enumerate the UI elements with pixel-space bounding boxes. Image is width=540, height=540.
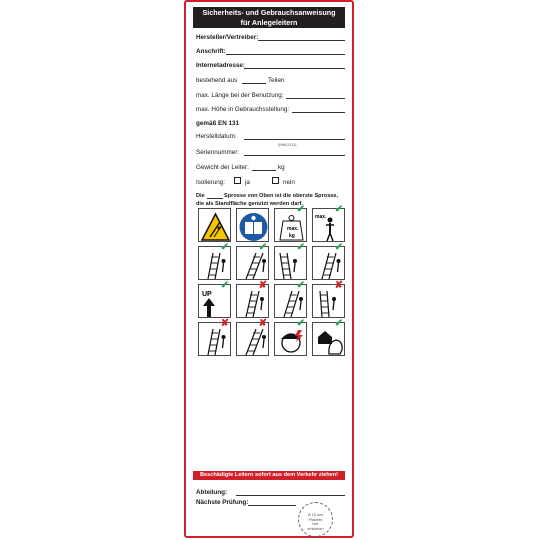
check-mark-icon: ✔ [334,204,343,215]
insulation-label: Isolierung: [196,179,226,186]
inspection-seal-area [298,502,333,537]
address-label: Anschrift: [196,48,226,55]
electrical-hazard-icon [276,326,307,361]
check-mark-icon: ✔ [296,280,305,291]
pictogram-cell [236,208,269,242]
parts-label: Teilen [268,77,285,84]
rung-text-end: die als Standfläche genutzt werden darf. [196,201,303,207]
damaged-ladder-warning: Beschädigte Leitern sofort aus dem Verkehr ziehen! [193,471,345,480]
pictogram-cell [236,242,269,280]
insulation-no-checkbox[interactable] [272,177,279,184]
weight-line [252,170,276,171]
manufacturer-line [258,40,345,41]
weight-unit: kg [278,164,285,171]
pictogram-cell [236,280,269,318]
rung-number-line [207,198,223,199]
max-height-label: max. Höhe in Gebrauchsstellung: [196,106,290,113]
consists-of-label: bestehend aus [196,77,238,84]
seal-size: Ø 15 mm [307,513,324,517]
pictogram-cell [274,242,307,280]
standard-label: gemäß EN 131 [196,120,240,127]
ladder-storage-icon [314,326,345,361]
cross-mark-icon: ✘ [334,280,343,291]
pictogram-cell [312,242,345,280]
address-line [226,54,345,55]
web-label: Internetadresse: [196,62,245,69]
pictogram-cell [312,280,345,318]
cross-mark-icon: ✘ [220,318,229,329]
label-title-line2: für Anlegeleitern [240,17,298,27]
insulation-yes-label: ja [245,179,250,186]
next-inspection-line [248,505,296,506]
cross-mark-icon: ✘ [258,318,267,329]
next-inspection-label: Nächste Prüfung: [196,499,249,506]
rung-text-start: Die [196,193,205,199]
pictogram-cell [312,318,345,356]
date-hint: (MM/JJJJ) [278,142,297,147]
max-height-line [292,112,345,113]
svg-text:max.: max. [287,226,299,232]
date-line [244,139,345,140]
manufacturer-label: Hersteller/Vertreiber: [196,34,259,41]
ladder-climbing-icon [238,326,269,361]
pictogram-cell [198,318,231,356]
check-mark-icon: ✔ [296,318,305,329]
pictogram-cell [274,280,307,318]
label-title-line1: Sicherheits- und Gebrauchsanweisung [202,8,336,17]
check-mark-icon: ✔ [334,318,343,329]
svg-text:max.: max. [315,214,327,220]
svg-text:UP: UP [202,291,212,298]
pictogram-cell [198,242,231,280]
parts-line [242,83,266,84]
pictogram-cell [236,318,269,356]
pictogram-cell [274,204,307,242]
safety-label-card [184,0,354,538]
cross-mark-icon: ✘ [258,280,267,291]
check-mark-icon: ✔ [296,204,305,215]
check-mark-icon: ✔ [334,242,343,253]
pictogram-grid [198,204,344,359]
insulation-no-label: nein [283,179,295,186]
department-line [236,495,345,496]
pictogram-cell [198,208,231,242]
check-mark-icon: ✔ [258,242,267,253]
check-mark-icon: ✔ [220,280,229,291]
rung-text-middle: Sprosse von Oben ist die oberste Sprosse, [224,193,339,199]
weight-label: Gewicht der Leiter: [196,164,249,171]
check-mark-icon: ✔ [296,242,305,253]
ladder-top-rungs-icon [200,326,231,361]
pictogram-cell [274,318,307,356]
serial-line [244,155,345,156]
date-label: Herstelldatum: [196,133,237,140]
label-title [193,7,345,28]
web-line [244,68,345,69]
department-label: Abteilung: [196,489,228,496]
insulation-yes-checkbox[interactable] [234,177,241,184]
max-length-line [286,98,345,99]
pictogram-cell [198,280,231,318]
check-mark-icon: ✔ [220,242,229,253]
seal-line1: Plakette [308,517,323,522]
serial-label: Seriennummer: [196,149,240,156]
max-length-label: max. Länge bei der Benutzung: [196,92,284,99]
seal-line2: hier [312,522,319,527]
svg-text:kg: kg [289,233,295,239]
seal-line3: einkleben [307,526,324,531]
pictogram-cell [312,204,345,242]
